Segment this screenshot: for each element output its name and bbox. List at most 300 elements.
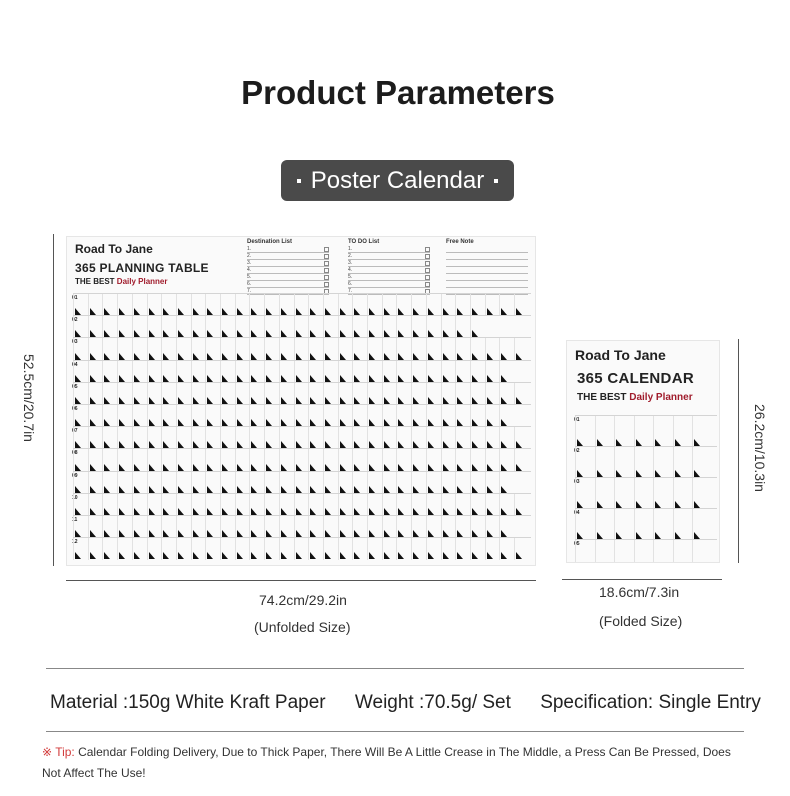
- day-marker: [369, 464, 375, 471]
- day-marker: [134, 464, 140, 471]
- day-marker: [369, 508, 375, 515]
- day-cell: [455, 383, 471, 405]
- day-cell: [411, 472, 427, 494]
- day-cell: [352, 405, 368, 427]
- day-cell: [485, 472, 501, 494]
- list-heading: Destination List: [247, 239, 293, 245]
- day-marker: [501, 375, 507, 382]
- day-marker: [369, 353, 375, 360]
- day-marker: [325, 486, 331, 493]
- day-cell: [352, 338, 368, 360]
- day-marker: [134, 330, 140, 337]
- day-marker: [222, 353, 228, 360]
- day-cell: [382, 383, 398, 405]
- day-cell: [264, 316, 280, 338]
- day-marker: [413, 308, 419, 315]
- day-cell: [279, 472, 295, 494]
- day-cell: [205, 427, 221, 449]
- poster-calendar-badge: [281, 160, 514, 201]
- day-cell: [205, 294, 221, 316]
- day-cell: [352, 383, 368, 405]
- day-cell: [470, 538, 486, 560]
- day-cell: [161, 427, 177, 449]
- day-marker: [413, 441, 419, 448]
- day-cell: [426, 405, 442, 427]
- day-marker: [75, 530, 81, 537]
- day-cell: [308, 316, 324, 338]
- day-marker: [266, 441, 272, 448]
- day-cell: [102, 383, 118, 405]
- day-cell: [279, 361, 295, 383]
- day-marker: [266, 508, 272, 515]
- month-label: 03: [72, 339, 78, 346]
- day-marker: [310, 397, 316, 404]
- day-marker: [516, 441, 522, 448]
- day-cell: [499, 449, 515, 471]
- day-cell: [338, 316, 354, 338]
- day-cell: [367, 449, 383, 471]
- day-cell: [499, 383, 515, 405]
- day-marker: [428, 464, 434, 471]
- poster-subtitle: [577, 392, 693, 403]
- day-cell: [396, 494, 412, 516]
- day-marker: [104, 375, 110, 382]
- month-row: [73, 404, 531, 427]
- day-marker: [428, 486, 434, 493]
- day-cell: [338, 516, 354, 538]
- day-cell: [147, 427, 163, 449]
- day-marker: [443, 397, 449, 404]
- day-marker: [237, 530, 243, 537]
- day-cell: [575, 447, 596, 478]
- day-marker: [516, 353, 522, 360]
- day-cell: [426, 516, 442, 538]
- day-cell: [634, 447, 655, 478]
- day-cell: [352, 427, 368, 449]
- day-cell: [426, 294, 442, 316]
- day-cell: [485, 427, 501, 449]
- day-cell: [161, 383, 177, 405]
- day-marker: [413, 419, 419, 426]
- day-marker: [163, 353, 169, 360]
- day-marker: [104, 308, 110, 315]
- day-marker: [207, 330, 213, 337]
- day-cell: [88, 338, 104, 360]
- day-marker: [340, 441, 346, 448]
- day-cell: [264, 383, 280, 405]
- day-cell: [396, 361, 412, 383]
- day-marker: [340, 375, 346, 382]
- day-cell: [191, 516, 207, 538]
- day-cell: [455, 516, 471, 538]
- day-cell: [470, 361, 486, 383]
- day-cell: [426, 494, 442, 516]
- day-cell: [426, 316, 442, 338]
- day-cell: [264, 427, 280, 449]
- day-marker: [90, 308, 96, 315]
- day-marker: [90, 530, 96, 537]
- month-label: 05: [72, 383, 78, 390]
- day-cell: [367, 316, 383, 338]
- day-marker: [384, 397, 390, 404]
- month-row: [575, 539, 717, 563]
- day-marker: [296, 330, 302, 337]
- day-marker: [281, 397, 287, 404]
- day-marker: [325, 308, 331, 315]
- day-cell: [653, 540, 674, 563]
- day-marker: [325, 353, 331, 360]
- day-marker: [428, 375, 434, 382]
- month-label: 11: [72, 517, 78, 523]
- day-marker: [296, 419, 302, 426]
- small-width-label: 18.6cm/7.3in: [599, 584, 680, 600]
- day-marker: [384, 508, 390, 515]
- day-cell: [426, 538, 442, 560]
- day-marker: [104, 419, 110, 426]
- day-cell: [161, 338, 177, 360]
- day-cell: [653, 416, 674, 447]
- day-cell: [235, 338, 251, 360]
- day-cell: [264, 338, 280, 360]
- day-cell: [147, 361, 163, 383]
- day-cell: [575, 478, 596, 509]
- day-marker: [616, 470, 622, 477]
- day-cell: [88, 427, 104, 449]
- day-cell: [73, 538, 89, 560]
- day-marker: [193, 530, 199, 537]
- day-marker: [251, 530, 257, 537]
- day-marker: [369, 308, 375, 315]
- day-cell: [147, 449, 163, 471]
- day-marker: [443, 508, 449, 515]
- day-marker: [501, 419, 507, 426]
- day-marker: [675, 501, 681, 508]
- day-marker: [369, 552, 375, 559]
- month-row: [73, 426, 531, 449]
- day-cell: [499, 538, 515, 560]
- day-marker: [457, 441, 463, 448]
- day-cell: [235, 472, 251, 494]
- day-marker: [149, 308, 155, 315]
- day-cell: [279, 338, 295, 360]
- day-cell: [614, 447, 635, 478]
- day-cell: [323, 427, 339, 449]
- large-size-note: (Unfolded Size): [254, 619, 351, 635]
- day-cell: [470, 427, 486, 449]
- day-cell: [176, 538, 192, 560]
- day-marker: [163, 508, 169, 515]
- day-cell: [102, 494, 118, 516]
- day-marker: [90, 375, 96, 382]
- day-cell: [161, 449, 177, 471]
- day-cell: [220, 472, 236, 494]
- day-marker: [207, 530, 213, 537]
- day-marker: [149, 375, 155, 382]
- day-marker: [281, 464, 287, 471]
- day-cell: [264, 294, 280, 316]
- day-marker: [369, 330, 375, 337]
- day-marker: [325, 530, 331, 537]
- day-cell: [147, 405, 163, 427]
- day-cell: [338, 427, 354, 449]
- day-cell: [279, 427, 295, 449]
- day-marker: [443, 552, 449, 559]
- day-cell: [455, 472, 471, 494]
- day-cell: [470, 494, 486, 516]
- day-cell: [367, 427, 383, 449]
- poster-brand: Road To Jane: [575, 347, 666, 363]
- day-marker: [281, 375, 287, 382]
- day-marker: [597, 501, 603, 508]
- large-width-label: 74.2cm/29.2in: [259, 592, 347, 608]
- day-marker: [90, 419, 96, 426]
- day-marker: [413, 552, 419, 559]
- day-cell: [308, 449, 324, 471]
- day-marker: [104, 508, 110, 515]
- day-cell: [117, 538, 133, 560]
- day-cell: [323, 338, 339, 360]
- day-cell: [117, 427, 133, 449]
- day-marker: [119, 552, 125, 559]
- day-marker: [310, 486, 316, 493]
- day-marker: [516, 397, 522, 404]
- large-height-label: 52.5cm/20.7in: [20, 354, 37, 442]
- day-cell: [102, 294, 118, 316]
- day-cell: [673, 540, 694, 563]
- day-marker: [134, 308, 140, 315]
- day-marker: [149, 330, 155, 337]
- month-label: 01: [72, 295, 78, 301]
- day-marker: [237, 375, 243, 382]
- day-marker: [398, 552, 404, 559]
- day-cell: [575, 416, 596, 447]
- day-cell: [235, 516, 251, 538]
- day-marker: [516, 552, 522, 559]
- day-marker: [163, 419, 169, 426]
- day-cell: [382, 361, 398, 383]
- day-cell: [323, 361, 339, 383]
- day-cell: [653, 509, 674, 540]
- day-marker: [193, 441, 199, 448]
- day-cell: [220, 294, 236, 316]
- day-cell: [323, 449, 339, 471]
- day-cell: [102, 472, 118, 494]
- day-marker: [384, 308, 390, 315]
- day-marker: [428, 397, 434, 404]
- divider: [46, 731, 744, 732]
- day-cell: [249, 361, 265, 383]
- day-cell: [161, 494, 177, 516]
- day-cell: [352, 516, 368, 538]
- day-marker: [222, 486, 228, 493]
- month-row: [73, 382, 531, 405]
- day-cell: [338, 338, 354, 360]
- day-marker: [597, 470, 603, 477]
- day-marker: [119, 330, 125, 337]
- day-marker: [163, 530, 169, 537]
- day-marker: [149, 530, 155, 537]
- tip-label: Tip:: [55, 745, 75, 759]
- day-cell: [88, 361, 104, 383]
- day-marker: [163, 441, 169, 448]
- day-cell: [411, 449, 427, 471]
- day-cell: [294, 494, 310, 516]
- day-marker: [384, 419, 390, 426]
- day-cell: [264, 538, 280, 560]
- day-marker: [119, 486, 125, 493]
- day-cell: [102, 538, 118, 560]
- day-cell: [205, 538, 221, 560]
- day-marker: [149, 464, 155, 471]
- day-marker: [487, 353, 493, 360]
- list-heading: TO DO List: [348, 239, 380, 245]
- day-marker: [90, 508, 96, 515]
- day-cell: [441, 294, 457, 316]
- day-marker: [207, 353, 213, 360]
- day-marker: [149, 486, 155, 493]
- day-marker: [413, 486, 419, 493]
- day-marker: [369, 397, 375, 404]
- day-marker: [398, 397, 404, 404]
- day-marker: [251, 508, 257, 515]
- day-marker: [149, 441, 155, 448]
- day-marker: [443, 441, 449, 448]
- day-cell: [338, 538, 354, 560]
- day-cell: [308, 472, 324, 494]
- day-cell: [352, 472, 368, 494]
- day-marker: [340, 353, 346, 360]
- width-dimension-line: [66, 580, 536, 581]
- day-cell: [614, 416, 635, 447]
- day-marker: [207, 464, 213, 471]
- day-cell: [73, 472, 89, 494]
- day-cell: [499, 472, 515, 494]
- badge-label: Poster Calendar: [310, 166, 485, 194]
- day-cell: [102, 361, 118, 383]
- day-cell: [117, 338, 133, 360]
- day-marker: [266, 530, 272, 537]
- day-cell: [73, 427, 89, 449]
- day-marker: [281, 486, 287, 493]
- day-marker: [413, 375, 419, 382]
- day-cell: [455, 294, 471, 316]
- day-cell: [191, 427, 207, 449]
- day-marker: [325, 375, 331, 382]
- day-cell: [470, 516, 486, 538]
- day-grid: [575, 415, 717, 563]
- day-marker: [472, 330, 478, 337]
- day-cell: [294, 294, 310, 316]
- day-cell: [249, 338, 265, 360]
- day-cell: [367, 516, 383, 538]
- day-marker: [354, 441, 360, 448]
- day-marker: [296, 308, 302, 315]
- day-marker: [472, 441, 478, 448]
- day-cell: [73, 316, 89, 338]
- day-marker: [636, 501, 642, 508]
- day-cell: [485, 294, 501, 316]
- day-marker: [90, 552, 96, 559]
- list-heading: Free Note: [446, 239, 474, 245]
- day-cell: [161, 294, 177, 316]
- day-marker: [296, 552, 302, 559]
- day-cell: [499, 361, 515, 383]
- day-marker: [281, 330, 287, 337]
- day-marker: [457, 375, 463, 382]
- day-marker: [501, 508, 507, 515]
- day-marker: [457, 486, 463, 493]
- day-marker: [428, 308, 434, 315]
- day-cell: [147, 538, 163, 560]
- day-cell: [191, 538, 207, 560]
- day-marker: [354, 308, 360, 315]
- day-marker: [207, 397, 213, 404]
- day-marker: [104, 486, 110, 493]
- day-cell: [220, 361, 236, 383]
- day-marker: [310, 419, 316, 426]
- day-marker: [443, 530, 449, 537]
- day-marker: [369, 486, 375, 493]
- day-cell: [470, 338, 486, 360]
- day-marker: [222, 308, 228, 315]
- day-marker: [90, 330, 96, 337]
- day-cell: [308, 516, 324, 538]
- day-cell: [653, 447, 674, 478]
- day-marker: [207, 486, 213, 493]
- day-marker: [75, 552, 81, 559]
- day-marker: [90, 486, 96, 493]
- day-marker: [340, 530, 346, 537]
- day-marker: [75, 508, 81, 515]
- day-marker: [443, 330, 449, 337]
- day-cell: [205, 361, 221, 383]
- day-cell: [147, 316, 163, 338]
- day-marker: [193, 397, 199, 404]
- day-cell: [235, 361, 251, 383]
- day-marker: [340, 552, 346, 559]
- day-cell: [692, 540, 713, 563]
- day-marker: [413, 464, 419, 471]
- day-marker: [369, 375, 375, 382]
- day-cell: [117, 316, 133, 338]
- day-marker: [75, 464, 81, 471]
- day-cell: [352, 316, 368, 338]
- day-cell: [73, 338, 89, 360]
- day-cell: [308, 427, 324, 449]
- day-cell: [338, 494, 354, 516]
- day-marker: [340, 486, 346, 493]
- day-marker: [237, 441, 243, 448]
- day-marker: [354, 419, 360, 426]
- day-marker: [75, 330, 81, 337]
- day-marker: [487, 441, 493, 448]
- day-cell: [102, 449, 118, 471]
- day-marker: [597, 532, 603, 539]
- day-cell: [147, 294, 163, 316]
- day-cell: [191, 316, 207, 338]
- day-marker: [134, 552, 140, 559]
- day-cell: [161, 405, 177, 427]
- day-cell: [88, 383, 104, 405]
- day-cell: [411, 361, 427, 383]
- day-cell: [308, 383, 324, 405]
- day-cell: [367, 405, 383, 427]
- day-marker: [428, 419, 434, 426]
- day-cell: [455, 449, 471, 471]
- day-marker: [398, 486, 404, 493]
- day-cell: [294, 316, 310, 338]
- day-cell: [88, 538, 104, 560]
